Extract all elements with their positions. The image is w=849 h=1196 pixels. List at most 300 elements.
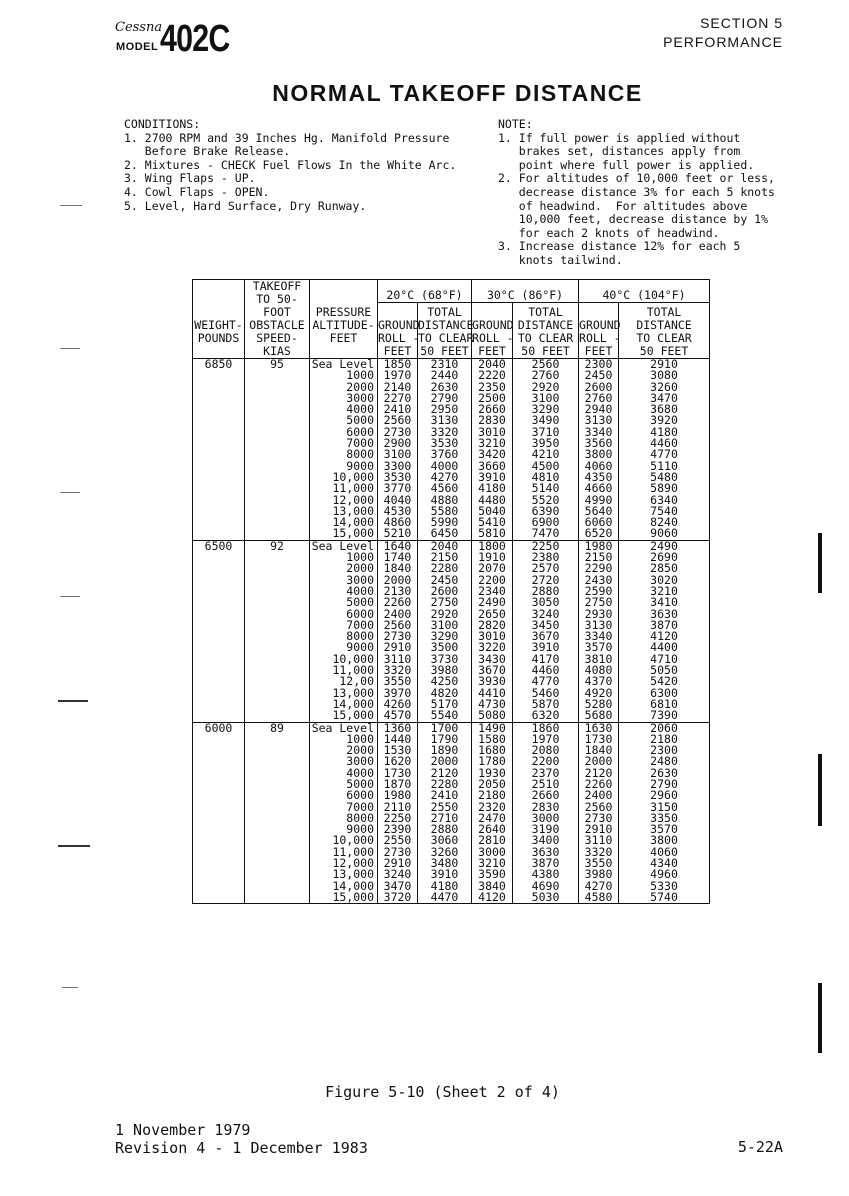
weight-cell: 6850 xyxy=(193,359,245,541)
ground-roll-30c-value: 5040 xyxy=(478,503,506,518)
total-distance-30c-value: 2570 xyxy=(531,561,560,576)
revision-bar xyxy=(818,533,822,593)
ground-roll-20c-value: 2730 xyxy=(383,424,412,439)
total-distance-30c-value: 2880 xyxy=(531,583,560,598)
ground-roll-20c-value: 3970 xyxy=(383,685,412,700)
ground-roll-30c-value: 2470 xyxy=(478,810,506,825)
note-line: for each 2 knots of headwind. xyxy=(498,225,720,240)
ground-roll-30c-value: 2070 xyxy=(478,561,506,576)
total-distance-40c-value: 7390 xyxy=(650,708,678,723)
ground-roll-30c-value: 1580 xyxy=(478,731,506,746)
altitude-value: 15,000 xyxy=(332,708,374,723)
total-distance-20c-value: 3320 xyxy=(430,424,459,439)
ground-roll-40c-value: 4660 xyxy=(584,481,613,496)
ground-roll-20c-value: 2390 xyxy=(383,822,412,837)
ground-roll-40c-value: 2940 xyxy=(584,402,613,417)
ground-roll-20c-value: 2560 xyxy=(383,413,412,428)
ground-roll-30c-value: 3660 xyxy=(478,458,506,473)
altitude-value: 7000 xyxy=(346,617,374,632)
total-distance-30c-value: 3630 xyxy=(531,844,560,859)
note-line: decrease distance 3% for each 5 knots xyxy=(498,184,775,199)
ground-roll-20c-value: 2260 xyxy=(383,595,412,610)
g20-column xyxy=(378,540,418,722)
total-distance-30c-value: 2720 xyxy=(531,572,560,587)
ground-roll-40c-value: 3110 xyxy=(584,833,613,848)
revision-bar xyxy=(818,754,822,826)
total-distance-40c-value: 6810 xyxy=(650,696,678,711)
ground-roll-20c-value: 2270 xyxy=(383,390,412,405)
altitude-value: Sea Level xyxy=(311,538,374,553)
g30-column xyxy=(472,540,513,722)
ground-roll-30c-value: 4180 xyxy=(478,481,506,496)
ground-roll-40c-value: 2260 xyxy=(584,776,613,791)
ground-roll-40c-value: 4350 xyxy=(584,469,613,484)
altitude-value: Sea Level xyxy=(311,720,374,735)
ground-roll-40c-value: 1840 xyxy=(584,743,613,758)
total-distance-30c-value: 2380 xyxy=(531,550,560,565)
g20-column xyxy=(378,359,418,541)
total-distance-30c-value: 3190 xyxy=(531,822,560,837)
model-label: MODEL xyxy=(116,41,159,53)
t40-column xyxy=(619,722,710,904)
ground-roll-30c-value: 2500 xyxy=(478,390,506,405)
altitude-value: 13,000 xyxy=(332,867,374,882)
ground-roll-30c-value: 4410 xyxy=(478,685,506,700)
conditions-line: 2. Mixtures - CHECK Fuel Flows In the White Arc. xyxy=(124,157,457,172)
temp-40-header: 40°C (104°F) xyxy=(579,280,710,303)
ground-roll-40c-value: 1980 xyxy=(584,538,613,553)
altitudes-column xyxy=(310,359,378,541)
altitude-value: 15,000 xyxy=(332,889,374,904)
total-distance-40c-value: 2910 xyxy=(650,357,678,371)
takeoff-distance-table xyxy=(192,279,710,904)
total-distance-30c-value: 2920 xyxy=(531,379,560,394)
total-distance-40c-value: 5740 xyxy=(650,889,678,904)
ground-roll-20c-value: 2560 xyxy=(383,617,412,632)
ground-roll-30c-value: 2650 xyxy=(478,606,506,621)
conditions-heading: CONDITIONS: xyxy=(124,117,201,131)
total-distance-40c-value: 2960 xyxy=(650,788,678,803)
t30-column xyxy=(513,540,579,722)
ground-roll-40c-value: 4990 xyxy=(584,492,613,507)
total-distance-20c-value: 2710 xyxy=(430,810,459,825)
altitude-value: 7000 xyxy=(346,436,374,451)
total-distance-30c-value: 3100 xyxy=(531,390,560,405)
ground-roll-40c-value: 3980 xyxy=(584,867,613,882)
altitude-value: 7000 xyxy=(346,799,374,814)
altitude-value: 1000 xyxy=(346,731,374,746)
altitude-value: 11,000 xyxy=(332,663,374,678)
altitude-value: 8000 xyxy=(346,810,374,825)
conditions-line: Before Brake Release. xyxy=(124,144,291,159)
total-distance-20c-value: 4560 xyxy=(430,481,459,496)
total-distance-20c-value: 1790 xyxy=(430,731,459,746)
note-line: 10,000 feet, decrease distance by 1% xyxy=(498,212,769,227)
ground-roll-30c-value: 3220 xyxy=(478,640,506,655)
total-distance-20c-value: 4470 xyxy=(430,889,459,904)
note-line: 2. For altitudes of 10,000 feet or less, xyxy=(498,171,775,186)
ground-roll-30c-value: 2660 xyxy=(478,402,506,417)
conditions-block xyxy=(124,118,456,213)
ground-roll-20c-value: 2900 xyxy=(383,436,412,451)
ground-roll-header: GROUND ROLL - FEET xyxy=(579,303,619,359)
note-line: 1. If full power is applied without xyxy=(498,130,741,145)
ground-roll-20c-value: 1530 xyxy=(383,743,412,758)
ground-roll-30c-value: 3010 xyxy=(478,629,506,644)
altitude-value: 12,000 xyxy=(332,856,374,871)
ground-roll-40c-value: 3130 xyxy=(584,617,613,632)
total-distance-20c-value: 2600 xyxy=(430,583,459,598)
total-distance-20c-value: 3730 xyxy=(430,651,459,666)
table-body xyxy=(193,359,710,904)
ground-roll-40c-value: 6060 xyxy=(584,515,613,530)
total-distance-30c-value: 4170 xyxy=(531,651,560,666)
ground-roll-20c-value: 1740 xyxy=(383,550,412,565)
ground-roll-30c-value: 4480 xyxy=(478,492,506,507)
ground-roll-20c-value: 1640 xyxy=(383,538,412,553)
margin-mark xyxy=(62,987,78,988)
altitude-value: 14,000 xyxy=(332,515,374,530)
altitude-value: 1000 xyxy=(346,550,374,565)
ground-roll-40c-value: 4060 xyxy=(584,458,613,473)
total-distance-40c-value: 2790 xyxy=(650,776,678,791)
ground-roll-30c-value: 3930 xyxy=(478,674,506,689)
t30-column xyxy=(513,359,579,541)
ground-roll-20c-value: 3100 xyxy=(383,447,412,462)
total-distance-30c-value: 4810 xyxy=(531,469,560,484)
total-distance-30c-value: 4460 xyxy=(531,663,560,678)
ground-roll-20c-value: 3320 xyxy=(383,663,412,678)
ground-roll-20c-value: 2400 xyxy=(383,606,412,621)
total-distance-40c-value: 5050 xyxy=(650,663,678,678)
ground-roll-20c-value: 1870 xyxy=(383,776,412,791)
altitude-value: 2000 xyxy=(346,561,374,576)
ground-roll-30c-value: 3000 xyxy=(478,844,506,859)
footer-revision: Revision 4 - 1 December 1983 xyxy=(115,1139,368,1157)
conditions-line: 4. Cowl Flaps - OPEN. xyxy=(124,184,270,199)
ground-roll-20c-value: 4040 xyxy=(383,492,412,507)
total-distance-40c-value: 3870 xyxy=(650,617,678,632)
ground-roll-30c-value: 2810 xyxy=(478,833,506,848)
brand-logo: Cessna xyxy=(115,20,163,35)
table-row xyxy=(193,722,710,904)
total-distance-20c-value: 1700 xyxy=(430,720,459,735)
altitude-value: 1000 xyxy=(346,368,374,383)
ground-roll-40c-value: 2930 xyxy=(584,606,613,621)
total-distance-40c-value: 3410 xyxy=(650,595,678,610)
ground-roll-header: GROUND ROLL - FEET xyxy=(378,303,418,359)
total-distance-20c-value: 6450 xyxy=(430,526,459,541)
total-distance-40c-value: 7540 xyxy=(650,503,678,518)
ground-roll-30c-value: 3840 xyxy=(478,878,506,893)
ground-roll-40c-value: 4580 xyxy=(584,889,613,904)
total-distance-30c-value: 3710 xyxy=(531,424,560,439)
page-number: 5-22A xyxy=(737,1138,783,1156)
ground-roll-20c-value: 2730 xyxy=(383,629,412,644)
altitude-value: 4000 xyxy=(346,583,374,598)
altitude-value: 4000 xyxy=(346,765,374,780)
model-number: 402C xyxy=(160,18,230,60)
total-distance-30c-value: 6900 xyxy=(531,515,560,530)
ground-roll-20c-value: 1840 xyxy=(383,561,412,576)
t20-column xyxy=(418,359,472,541)
total-distance-20c-value: 2880 xyxy=(430,822,459,837)
page-title: NORMAL TAKEOFF DISTANCE xyxy=(272,80,643,106)
ground-roll-30c-value: 4120 xyxy=(478,889,506,904)
ground-roll-40c-value: 2760 xyxy=(584,390,613,405)
altitude-value: 13,000 xyxy=(332,685,374,700)
total-distance-30c-value: 2510 xyxy=(531,776,560,791)
ground-roll-30c-value: 2040 xyxy=(478,357,506,371)
total-distance-40c-value: 6340 xyxy=(650,492,678,507)
total-distance-40c-value: 3350 xyxy=(650,810,678,825)
note-line: brakes set, distances apply from xyxy=(498,144,741,159)
g20-column xyxy=(378,722,418,904)
total-distance-20c-value: 3760 xyxy=(430,447,459,462)
weight-header: WEIGHT- POUNDS xyxy=(193,280,245,359)
ground-roll-30c-value: 3670 xyxy=(478,663,506,678)
t30-column xyxy=(513,722,579,904)
total-distance-40c-value: 5110 xyxy=(650,458,678,473)
ground-roll-40c-value: 2560 xyxy=(584,799,613,814)
total-distance-30c-value: 6320 xyxy=(531,708,560,723)
conditions-line: 1. 2700 RPM and 39 Inches Hg. Manifold Pressure xyxy=(124,130,450,145)
total-distance-30c-value: 3910 xyxy=(531,640,560,655)
ground-roll-30c-value: 1910 xyxy=(478,550,506,565)
total-distance-20c-value: 3480 xyxy=(430,856,459,871)
total-distance-20c-value: 3980 xyxy=(430,663,459,678)
total-distance-20c-value: 3060 xyxy=(430,833,459,848)
ground-roll-40c-value: 3570 xyxy=(584,640,613,655)
ground-roll-30c-value: 4730 xyxy=(478,696,506,711)
total-distance-30c-value: 2660 xyxy=(531,788,560,803)
altitude-value: 8000 xyxy=(346,447,374,462)
total-distance-30c-value: 1970 xyxy=(531,731,560,746)
ground-roll-40c-value: 3340 xyxy=(584,629,613,644)
total-distance-30c-value: 4770 xyxy=(531,674,560,689)
ground-roll-40c-value: 4370 xyxy=(584,674,613,689)
total-distance-20c-value: 4180 xyxy=(430,878,459,893)
ground-roll-20c-value: 2000 xyxy=(383,572,412,587)
ground-roll-30c-value: 2350 xyxy=(478,379,506,394)
ground-roll-20c-value: 3240 xyxy=(383,867,412,882)
total-distance-20c-value: 2440 xyxy=(430,368,459,383)
total-distance-20c-value: 5990 xyxy=(430,515,459,530)
t40-column xyxy=(619,359,710,541)
note-line: knots tailwind. xyxy=(498,252,623,267)
altitude-value: 2000 xyxy=(346,379,374,394)
margin-mark xyxy=(60,348,80,349)
total-distance-40c-value: 4180 xyxy=(650,424,678,439)
ground-roll-40c-value: 2150 xyxy=(584,550,613,565)
section-number: SECTION 5 xyxy=(700,15,783,31)
total-distance-40c-value: 3630 xyxy=(650,606,678,621)
figure-caption: Figure 5-10 (Sheet 2 of 4) xyxy=(325,1083,560,1101)
ground-roll-30c-value: 2050 xyxy=(478,776,506,791)
ground-roll-header: GROUND ROLL - FEET xyxy=(472,303,513,359)
margin-mark xyxy=(58,845,90,847)
ground-roll-20c-value: 2250 xyxy=(383,810,412,825)
total-distance-20c-value: 2630 xyxy=(430,379,459,394)
total-distance-40c-value: 2180 xyxy=(650,731,678,746)
total-distance-20c-value: 3100 xyxy=(430,617,459,632)
table-row xyxy=(193,540,710,722)
model-logo xyxy=(115,18,295,58)
total-distance-20c-value: 2000 xyxy=(430,754,459,769)
total-distance-20c-value: 3910 xyxy=(430,867,459,882)
altitude-value: 4000 xyxy=(346,402,374,417)
altitudes-column xyxy=(310,722,378,904)
total-distance-30c-value: 5460 xyxy=(531,685,560,700)
conditions-line: 5. Level, Hard Surface, Dry Runway. xyxy=(124,198,367,213)
total-distance-30c-value: 5140 xyxy=(531,481,560,496)
total-distance-20c-value: 4270 xyxy=(430,469,459,484)
note-line: of headwind. For altitudes above xyxy=(498,198,748,213)
total-distance-40c-value: 3020 xyxy=(650,572,678,587)
altitude-value: 6000 xyxy=(346,424,374,439)
ground-roll-20c-value: 4260 xyxy=(383,696,412,711)
ground-roll-20c-value: 2410 xyxy=(383,402,412,417)
ground-roll-20c-value: 3530 xyxy=(383,469,412,484)
total-distance-40c-value: 4060 xyxy=(650,844,678,859)
total-distance-40c-value: 2690 xyxy=(650,550,678,565)
total-distance-40c-value: 3570 xyxy=(650,822,678,837)
footer-date: 1 November 1979 xyxy=(115,1121,251,1139)
total-distance-40c-value: 3800 xyxy=(650,833,678,848)
total-distance-40c-value: 4460 xyxy=(650,436,678,451)
ground-roll-30c-value: 3210 xyxy=(478,436,506,451)
total-distance-30c-value: 3240 xyxy=(531,606,560,621)
ground-roll-40c-value: 2600 xyxy=(584,379,613,394)
total-distance-40c-value: 3260 xyxy=(650,379,678,394)
speed-cell: 92 xyxy=(245,540,310,722)
ground-roll-40c-value: 3560 xyxy=(584,436,613,451)
ground-roll-40c-value: 4080 xyxy=(584,663,613,678)
total-distance-30c-value: 3670 xyxy=(531,629,560,644)
total-distance-30c-value: 3870 xyxy=(531,856,560,871)
total-distance-30c-value: 4380 xyxy=(531,867,560,882)
total-distance-20c-value: 2450 xyxy=(430,572,459,587)
ground-roll-30c-value: 3590 xyxy=(478,867,506,882)
total-distance-40c-value: 5480 xyxy=(650,469,678,484)
ground-roll-20c-value: 2910 xyxy=(383,856,412,871)
ground-roll-30c-value: 5410 xyxy=(478,515,506,530)
speed-header: TAKEOFF TO 50- FOOT OBSTACLE SPEED- KIAS xyxy=(245,280,310,359)
total-distance-30c-value: 3950 xyxy=(531,436,560,451)
altitude-value: 11,000 xyxy=(332,481,374,496)
total-distance-30c-value: 6390 xyxy=(531,503,560,518)
total-distance-40c-value: 8240 xyxy=(650,515,678,530)
total-distance-20c-value: 2410 xyxy=(430,788,459,803)
weight-cell: 6500 xyxy=(193,540,245,722)
altitude-value: 15,000 xyxy=(332,526,374,541)
total-distance-header: TOTAL DISTANCE TO CLEAR 50 FEET xyxy=(418,303,472,359)
ground-roll-40c-value: 3340 xyxy=(584,424,613,439)
altitude-value: 5000 xyxy=(346,776,374,791)
total-distance-30c-value: 4500 xyxy=(531,458,560,473)
total-distance-20c-value: 2310 xyxy=(430,357,459,371)
section-header xyxy=(663,14,783,52)
temp-20-header: 20°C (68°F) xyxy=(378,280,472,303)
ground-roll-20c-value: 2110 xyxy=(383,799,412,814)
ground-roll-40c-value: 3320 xyxy=(584,844,613,859)
altitude-value: 8000 xyxy=(346,629,374,644)
total-distance-40c-value: 3470 xyxy=(650,390,678,405)
temp-30-header: 30°C (86°F) xyxy=(472,280,579,303)
total-distance-40c-value: 4710 xyxy=(650,651,678,666)
ground-roll-40c-value: 1630 xyxy=(584,720,613,735)
t20-column xyxy=(418,722,472,904)
ground-roll-20c-value: 3300 xyxy=(383,458,412,473)
altitude-value: 6000 xyxy=(346,788,374,803)
total-distance-40c-value: 2850 xyxy=(650,561,678,576)
ground-roll-30c-value: 2200 xyxy=(478,572,506,587)
ground-roll-20c-value: 4570 xyxy=(383,708,412,723)
total-distance-40c-value: 4400 xyxy=(650,640,678,655)
ground-roll-40c-value: 2290 xyxy=(584,561,613,576)
ground-roll-20c-value: 1440 xyxy=(383,731,412,746)
ground-roll-30c-value: 3420 xyxy=(478,447,506,462)
note-line: 3. Increase distance 12% for each 5 xyxy=(498,239,741,254)
altitude-value: 6000 xyxy=(346,606,374,621)
ground-roll-20c-value: 2130 xyxy=(383,583,412,598)
ground-roll-40c-value: 2000 xyxy=(584,754,613,769)
total-distance-30c-value: 3050 xyxy=(531,595,560,610)
total-distance-20c-value: 5580 xyxy=(430,503,459,518)
g40-column xyxy=(579,722,619,904)
ground-roll-20c-value: 2730 xyxy=(383,844,412,859)
total-distance-20c-value: 2040 xyxy=(430,538,459,553)
note-heading: NOTE: xyxy=(498,117,533,131)
ground-roll-40c-value: 3800 xyxy=(584,447,613,462)
total-distance-40c-value: 3150 xyxy=(650,799,678,814)
total-distance-40c-value: 2490 xyxy=(650,538,678,553)
total-distance-30c-value: 7470 xyxy=(531,526,560,541)
ground-roll-20c-value: 2550 xyxy=(383,833,412,848)
margin-mark xyxy=(58,700,88,702)
ground-roll-40c-value: 4270 xyxy=(584,878,613,893)
total-distance-40c-value: 3210 xyxy=(650,583,678,598)
total-distance-20c-value: 2920 xyxy=(430,606,459,621)
ground-roll-40c-value: 2730 xyxy=(584,810,613,825)
ground-roll-30c-value: 2490 xyxy=(478,595,506,610)
ground-roll-20c-value: 1970 xyxy=(383,368,412,383)
total-distance-40c-value: 3080 xyxy=(650,368,678,383)
altitude-value: 3000 xyxy=(346,754,374,769)
total-distance-40c-value: 2300 xyxy=(650,743,678,758)
total-distance-30c-value: 2250 xyxy=(531,538,560,553)
t20-column xyxy=(418,540,472,722)
ground-roll-40c-value: 5280 xyxy=(584,696,613,711)
total-distance-20c-value: 3130 xyxy=(430,413,459,428)
margin-mark xyxy=(60,492,80,493)
speed-cell: 89 xyxy=(245,722,310,904)
total-distance-40c-value: 5890 xyxy=(650,481,678,496)
total-distance-30c-value: 3490 xyxy=(531,413,560,428)
g30-column xyxy=(472,722,513,904)
ground-roll-40c-value: 2910 xyxy=(584,822,613,837)
ground-roll-40c-value: 2590 xyxy=(584,583,613,598)
altitude-value: 10,000 xyxy=(332,469,374,484)
ground-roll-20c-value: 1620 xyxy=(383,754,412,769)
g40-column xyxy=(579,359,619,541)
ground-roll-30c-value: 1780 xyxy=(478,754,506,769)
altitude-value: 9000 xyxy=(346,640,374,655)
total-distance-header: TOTAL DISTANCE TO CLEAR 50 FEET xyxy=(619,303,710,359)
total-distance-20c-value: 2150 xyxy=(430,550,459,565)
total-distance-30c-value: 1860 xyxy=(531,720,560,735)
total-distance-20c-value: 3530 xyxy=(430,436,459,451)
